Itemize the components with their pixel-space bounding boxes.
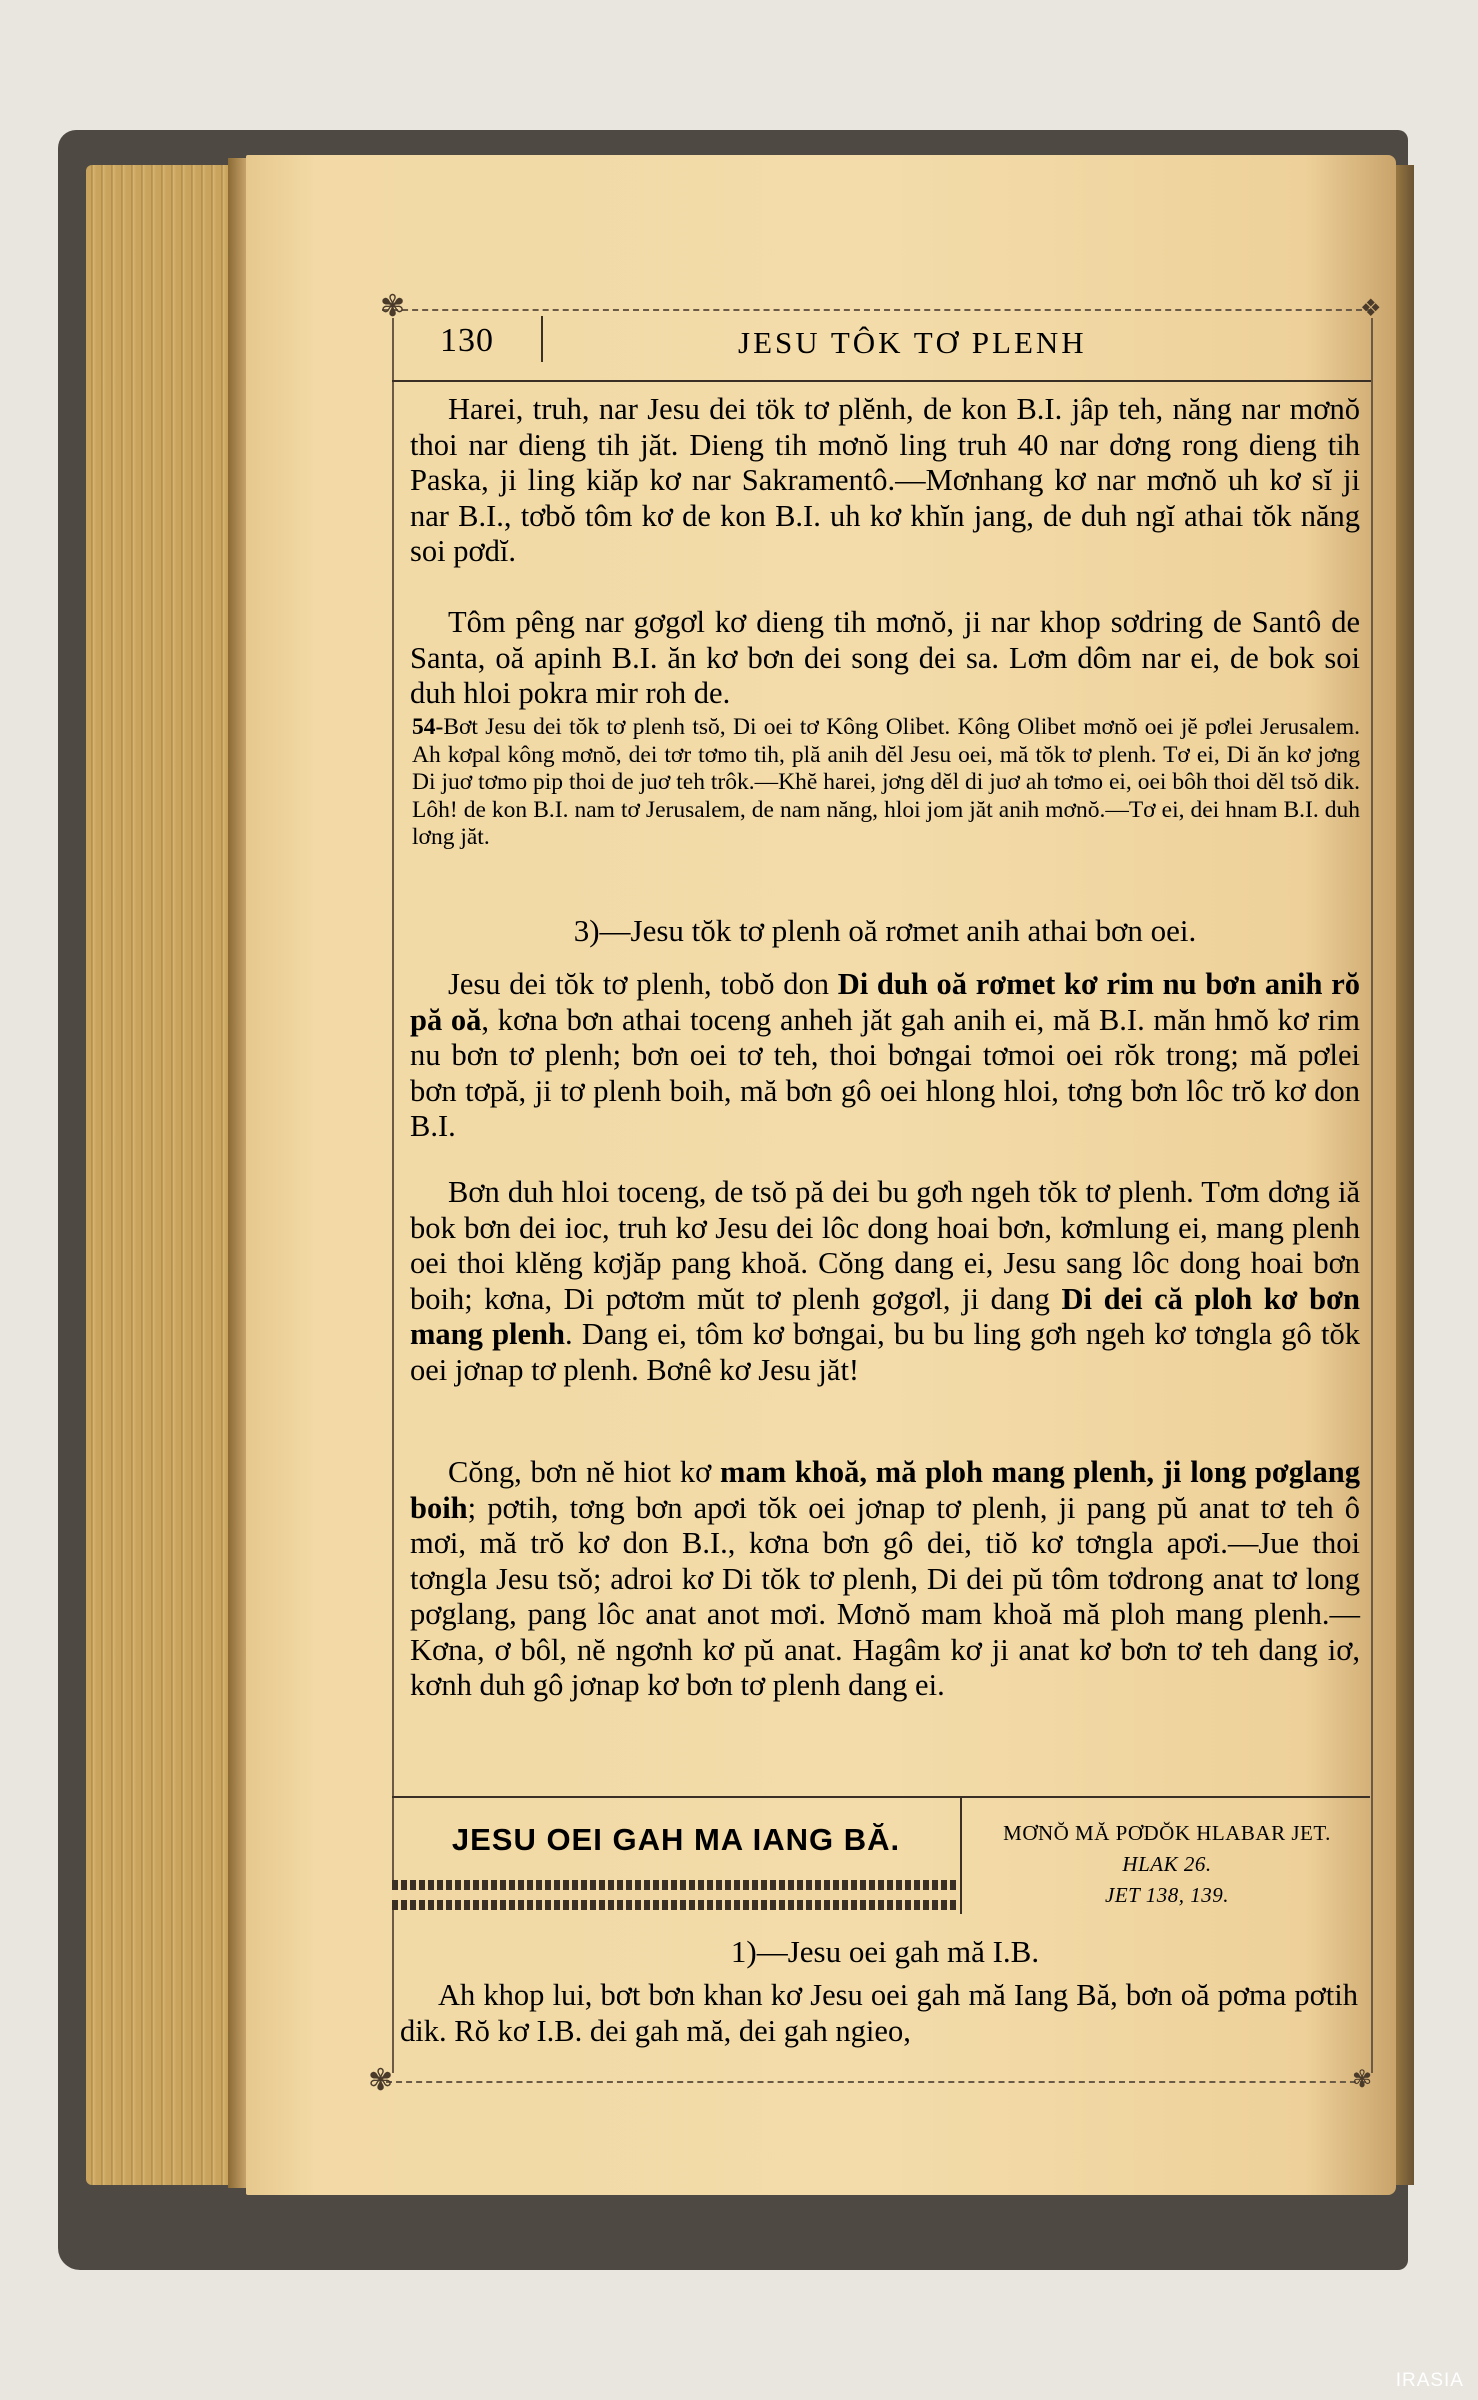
section-rule (960, 1796, 1370, 1798)
paragraph-text: . Dang ei, tôm kơ bơngai, bu bu ling gơh ngeh kơ tơngla gô tŏk oei jơnap tơ plenh. Bơnê kơ Jesu jăt! (410, 1317, 1360, 1387)
corner-ornament-icon: ✾ (368, 2064, 394, 2097)
subsection-heading: 1)—Jesu oei gah mă I.B. (730, 1934, 1040, 1969)
frame-left-rule (392, 318, 394, 2073)
paragraph-text: ; pơtih, tơng bơn apơi tŏk oei jơnap tơ plenh, ji pang pŭ anat tơ teh ô mơi, mă trŏ kơ don B.I., kơna bơn gô dei, tiŏ kơ tơngla apơi.—Jue thoi tơngla Jesu tsŏ; adroi kơ Di tŏk tơ plenh, Di dei pŭ tôm tơdrong anat tơ long pơglang, pang lôc anat anot mơi. Mơnŏ mam khoă mă ploh mang plenh.—Kơna, ơ bôl, nĕ ngơnh kơ pŭ anat. Hagâm kơ ji anat kơ bơn tơ teh dang iơ, kơnh duh gô jơnap kơ bơn tơ plenh dang ei. (410, 1490, 1360, 1702)
page-edges (86, 165, 241, 2185)
frame-bottom-rule (386, 2081, 1366, 2083)
paragraph (410, 1175, 1360, 1388)
corner-ornament-icon: ❖ (1360, 296, 1382, 322)
header-rule (392, 380, 1371, 382)
page-number: 130 (440, 322, 494, 359)
right-page-edge (1394, 165, 1414, 2185)
paragraph: Ah khop lui, bơt bơn khan kơ Jesu oei gah mă Iang Bă, bơn oă pơma pơtih dik. Rŏ kơ I.B. dei gah mă, dei gah ngieo, (400, 1978, 1358, 2048)
section-separator (960, 1796, 962, 1914)
paragraph-text: , kơna bơn athai toceng anheh jăt gah anih ei, mă B.I. măn hmŏ kơ rim nu bơn tơ plenh; bơn oei tơ teh, thoi bơngai tơmoi oei rŏk trong; mă pơlei bơn tơpă, ji tơ plenh boih, mă bơn gô oei hlong hloi, tơng bơn lôc trŏ kơ don B.I. (410, 1002, 1360, 1143)
paragraph-number: 54- (412, 714, 444, 740)
corner-ornament-icon: ✾ (380, 290, 406, 323)
reference-line: JET 138, 139. (1105, 1883, 1229, 1907)
paragraph: Tôm pêng nar gơgơl kơ dieng tih mơnŏ, ji nar khop sơdring de Santô de Santa, oă apinh B.I. ăn kơ bơn dei song dei sa. Lơm dôm nar ei, de bok soi duh hloi pokra mir roh de. (410, 605, 1360, 710)
decorative-border-gap (392, 1890, 958, 1900)
watermark: IRASIA (1395, 2370, 1464, 2391)
emphasis-text: Di dei că ploh kơ bơn mang plenh (410, 1281, 1360, 1351)
emphasis-text: Di duh oă rơmet kơ rim nu bơn anih rŏ pă oă (410, 967, 1360, 1037)
section-reference (968, 1818, 1366, 1911)
paragraph-text: Bơn duh hloi toceng, de tsŏ pă dei bu gơh ngeh tŏk tơ plenh. Tơm dơng iă bok bơn dei ioc, truh kơ Jesu dei lôc dong hoai bơn, kơmlung ei, mang plenh oei thoi klĕng kơjăp pang khoă. Cŏng dang ei, Jesu sang lôc dong hoai bơn boih; kơna, Di pơtơm mŭt tơ plenh gơgơl, ji dang (410, 1175, 1360, 1316)
footnote-text: Bơt Jesu dei tŏk tơ plenh tsŏ, Di oei tơ Kông Olibet. Kông Olibet mơnŏ oei jĕ pơlei Jerusalem. Ah kơpal kông mơnŏ, dei tơr tơmo tih, plă anih dĕl Jesu oei, mă tŏk tơ plenh. Tơ ei, Di ăn kơ jơng Di juơ tơmo pip thoi de juơ teh trôk.—Khĕ harei, jơng dĕl di juơ ah tơmo ei, oei bôh thoi dĕl tsŏ dik. Lôh! de kon B.I. nam tơ Jerusalem, de nam năng, hloi jom jăt anih mơnŏ.—Tơ ei, dei hnam B.I. duh lơng jăt. (412, 714, 1360, 850)
frame-right-rule (1371, 318, 1373, 2073)
reference-line: HLAK 26. (1122, 1852, 1212, 1876)
running-title: JESU TÔK TƠ PLENH (738, 325, 1087, 360)
header-separator (541, 316, 543, 362)
reference-line: MƠNŎ MĂ PƠDŎK HLABAR JET. (1003, 1821, 1331, 1845)
paragraph: Harei, truh, nar Jesu dei tök tơ plĕnh, de kon B.I. jâp teh, năng nar mơnŏ thoi nar dieng tih jăt. Dieng tih mơnŏ ling truh 40 nar dơng rong dieng tih Paska, ji ling kiăp kơ nar Sakramentô.—Mơnhang kơ nar mơnŏ uh kơ sĭ ji nar B.I., tơbŏ tôm kơ de kon B.I. uh kơ khĭn jang, de duh ngĭ athai tŏk năng soi pơdĭ. (410, 392, 1360, 568)
frame-top-rule (382, 309, 1372, 311)
paragraph-text: Cŏng, bơn nĕ hiot kơ (448, 1455, 721, 1489)
section-title: JESU OEI GAH MA IANG BĂ. (451, 1822, 901, 1857)
subsection-heading: 3)—Jesu tŏk tơ plenh oă rơmet anih athai bơn oei. (573, 913, 1197, 948)
emphasis-text: mam khoă, mă ploh mang plenh, ji long pơglang boih (410, 1455, 1360, 1525)
footnote-paragraph (412, 714, 1360, 852)
corner-ornament-icon: ✾ (1352, 2067, 1373, 2093)
paragraph (410, 1455, 1360, 1704)
section-rule (392, 1796, 962, 1798)
paragraph-text: Jesu dei tŏk tơ plenh, tobŏ don (448, 967, 838, 1001)
paragraph (410, 967, 1360, 1145)
